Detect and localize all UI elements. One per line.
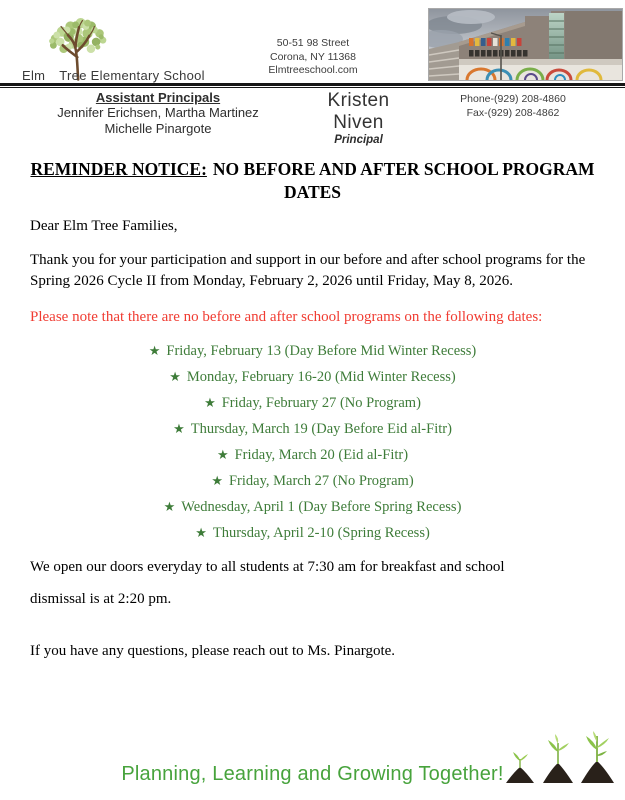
notice-title-line2: DATES	[283, 182, 342, 202]
fax-number: Fax-(929) 208-4862	[466, 106, 560, 119]
date-text: Friday, February 13 (Day Before Mid Winter Recess)	[166, 343, 477, 359]
star-icon: ★	[195, 525, 207, 540]
assistant-principals-block	[8, 90, 308, 136]
hours-paragraph: We open our doors everyday to all students at 7:30 am for breakfast and school dismissal is at 2:20 pm.	[30, 559, 505, 607]
list-item	[30, 499, 595, 515]
phone-number: Phone-(929) 208-4860	[460, 93, 566, 105]
no-program-dates-list	[30, 343, 595, 541]
list-item	[30, 421, 595, 437]
notice-title-rest: NO BEFORE AND AFTER SCHOOL PROGRAM	[212, 159, 595, 179]
principal-title: Principal	[334, 134, 383, 146]
intro-paragraph: Thank you for your participation and support in our before and after school programs for the Spring 2026 Cycle II from Monday, February 2, 2026 until Friday, May 8, 2026.	[30, 252, 586, 289]
date-text: Thursday, April 2-10 (Spring Recess)	[212, 525, 430, 541]
star-icon: ★	[211, 473, 223, 488]
principal-block	[308, 90, 409, 146]
date-text: Friday, March 27 (No Program)	[228, 473, 414, 489]
list-item	[30, 369, 595, 385]
contact-block	[409, 90, 617, 120]
footer	[0, 732, 625, 792]
star-icon: ★	[204, 395, 216, 410]
address-line1: 50-51 98 Street	[276, 37, 350, 49]
header-divider	[0, 83, 625, 88]
notice-title-line1	[30, 158, 595, 181]
school-name-right: Tree Elementary School	[59, 68, 205, 83]
date-text: Thursday, March 19 (Day Before Eid al-Fitr)	[190, 421, 452, 437]
list-item	[30, 395, 595, 411]
assistant-principals-names-2: Michelle Pinargote	[104, 120, 212, 136]
star-icon: ★	[173, 421, 185, 436]
address-website: Elmtreeschool.com	[268, 64, 358, 76]
star-icon: ★	[163, 499, 176, 514]
questions-paragraph: If you have any questions, please reach out to Ms. Pinargote.	[30, 643, 396, 659]
school-motto: Planning, Learning and Growing Together!	[121, 763, 504, 785]
star-icon: ★	[169, 369, 181, 384]
date-text: Monday, February 16-20 (Mid Winter Recess)	[186, 369, 456, 385]
greeting: Dear Elm Tree Families,	[30, 218, 178, 234]
letterhead	[0, 0, 625, 83]
list-item	[30, 473, 595, 489]
principal-name: Kristen Niven	[327, 90, 390, 133]
assistant-principals-names-1: Jennifer Erichsen, Martha Martinez	[57, 105, 259, 120]
notice-title-underlined: REMINDER NOTICE:	[30, 159, 207, 179]
address-line2: Corona, NY 11368	[269, 50, 356, 63]
list-item	[30, 447, 595, 463]
school-logo	[20, 4, 210, 82]
list-item	[30, 525, 595, 541]
date-text: Wednesday, April 1 (Day Before Spring Recess)	[181, 499, 462, 515]
date-text: Friday, March 20 (Eid al-Fitr)	[234, 447, 409, 463]
list-item	[30, 343, 595, 359]
letter-body	[0, 158, 625, 660]
star-icon: ★	[216, 447, 229, 462]
date-text: Friday, February 27 (No Program)	[221, 395, 421, 411]
school-name-left: Elm	[22, 68, 46, 83]
school-name	[22, 68, 205, 83]
staff-row	[0, 83, 625, 146]
school-address	[238, 37, 388, 78]
notice-title	[30, 158, 595, 204]
growing-sprouts-icon	[501, 730, 619, 786]
star-icon: ★	[148, 343, 161, 358]
school-building-photo	[428, 8, 623, 81]
assistant-principals-label: Assistant Principals	[95, 90, 221, 105]
red-note-paragraph: Please note that there are no before and after school programs on the following dates:	[30, 309, 543, 325]
